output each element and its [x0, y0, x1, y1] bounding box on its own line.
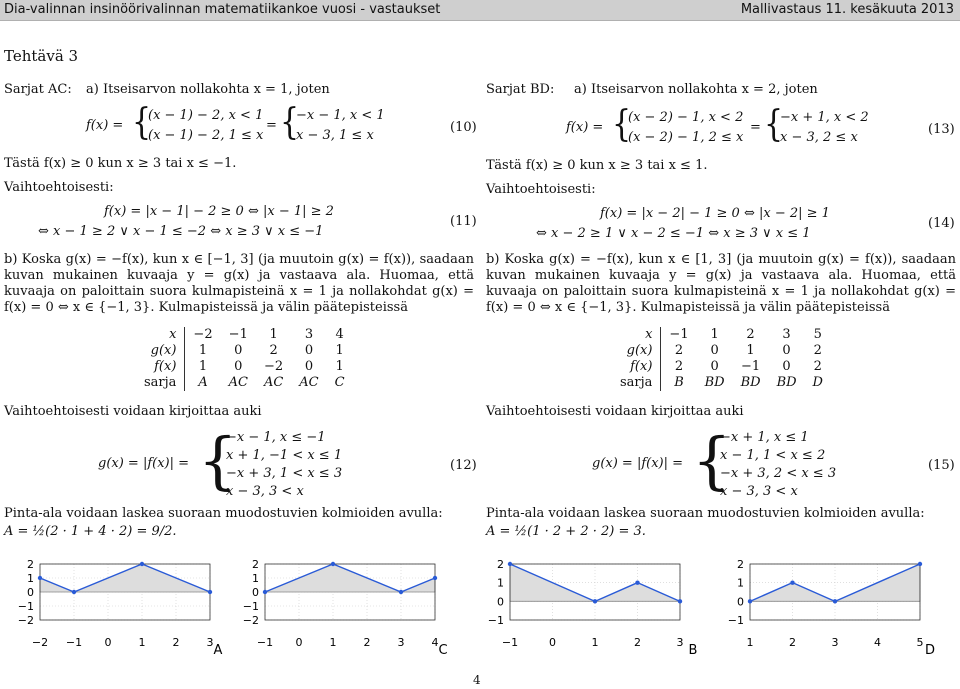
series-label-bd: Sarjat BD: [486, 82, 555, 97]
from-this-text-right: Tästä f(x) ≥ 0 kun x ≥ 3 tai x ≤ 1. [486, 158, 708, 173]
y-tick-label: 0 [27, 586, 34, 599]
alternatively-text: Vaihtoehtoisesti: [4, 180, 114, 195]
area-result: A = ½(2 · 1 + 4 · 2) = 9/2. [4, 524, 177, 539]
data-point [331, 562, 335, 566]
data-point [593, 599, 597, 603]
table-row: g(x) 2 0 1 0 2 [612, 343, 831, 359]
table-row: sarja A AC AC AC C [136, 375, 353, 391]
equation-14: f(x) = |x − 2| − 1 ≥ 0 ⇔ |x − 2| ≥ 1 ⇔ x − 2 ≥ 1 ∨ x − 2 ≤ −1 ⇔ x ≥ 3 ∨ x ≤ 1 (14) [536, 206, 955, 241]
x-tick-label: −1 [256, 636, 274, 649]
value-table-ac [136, 327, 353, 391]
x-tick-label: 1 [591, 636, 599, 649]
y-tick-label: −2 [17, 614, 34, 627]
y-tick-label: 2 [497, 558, 504, 571]
x-tick-label: 2 [363, 636, 371, 649]
equation-11: f(x) = |x − 1| − 2 ≥ 0 ⇔ |x − 1| ≥ 2 ⇔ x − 1 ≥ 2 ∨ x − 1 ≤ −2 ⇔ x ≥ 3 ∨ x ≤ −1 (11) [38, 204, 477, 239]
x-tick-label: 5 [916, 636, 924, 649]
area-text: Pinta-ala voidaan laskea suoraan muodostuvien kolmioiden avulla: [4, 506, 443, 521]
x-tick-label: 0 [104, 636, 112, 649]
y-tick-label: −1 [242, 600, 259, 613]
data-point [140, 562, 144, 566]
area-text-right: Pinta-ala voidaan laskea suoraan muodostuvien kolmioiden avulla: [486, 506, 925, 521]
y-tick-label: −1 [727, 614, 744, 627]
x-tick-label: 4 [874, 636, 881, 649]
equation-10: f(x) = { (x − 1) − 2, x < 1 (x − 1) − 2, 1 ≤ x = { −x − 1, x < 1 x − 3, 1 ≤ x (10) [86, 101, 477, 144]
x-tick-label: 0 [295, 636, 303, 649]
y-tick-label: 2 [27, 558, 34, 571]
data-point [399, 590, 403, 594]
chart-label: D [924, 643, 936, 658]
y-tick-label: −1 [17, 600, 34, 613]
alternatively-text-right: Vaihtoehtoisesti: [486, 182, 596, 197]
x-tick-label: 2 [172, 636, 180, 649]
data-point [508, 562, 512, 566]
header-right: Mallivastaus 11. kesäkuuta 2013 [740, 2, 954, 17]
alternatively-open-text: Vaihtoehtoisesti voidaan kirjoittaa auki [4, 404, 262, 419]
chart-B [488, 558, 698, 658]
y-tick-label: 0 [252, 586, 259, 599]
chart-D [728, 558, 935, 658]
equation-13: f(x) = { (x − 2) − 1, x < 2 (x − 2) − 1, 2 ≤ x = { −x + 1, x < 2 x − 3, 2 ≤ x (13) [566, 103, 955, 146]
charts-row [0, 556, 960, 676]
data-point [918, 562, 922, 566]
data-point [678, 599, 682, 603]
area-result-right: A = ½(1 · 2 + 2 · 2) = 3. [486, 524, 646, 539]
y-tick-label: 1 [497, 576, 504, 590]
x-tick-label: 3 [206, 636, 214, 649]
table-row: x −2 −1 1 3 4 [136, 327, 353, 343]
x-tick-label: 1 [329, 636, 337, 649]
x-tick-label: 1 [138, 636, 146, 649]
data-point [208, 590, 212, 594]
x-tick-label: −1 [501, 636, 519, 649]
data-point [748, 599, 752, 603]
part-b-text-right: b) Koska g(x) = −f(x), kun x ∈ [1, 3] (ja muutoin g(x) = f(x)), saadaan kuvan mukainen kuvaaja y = g(x) ja vastaava ala. Huomaa, että kuvaaja on paloittain suora kulmapisteinä x = 1 ja nollakohdat g(x) = f(x) = 0 ⇔ x ∈ {−1, 3}. Kulmapisteissä ja välin päätepisteissä [486, 252, 956, 315]
y-tick-label: −1 [487, 614, 504, 627]
data-point [635, 580, 639, 584]
y-tick-label: 1 [737, 576, 744, 590]
table-row: x −1 1 2 3 5 [612, 327, 831, 343]
data-point [433, 576, 437, 580]
x-tick-label: 0 [549, 636, 556, 649]
table-row: sarja B BD BD BD D [612, 375, 831, 391]
data-point [72, 590, 76, 594]
data-point [833, 599, 837, 603]
chart-label: C [438, 643, 448, 658]
equation-12: g(x) = |f(x)| = { −x − 1, x ≤ −1 x + 1, −1 < x ≤ 1 −x + 3, 1 < x ≤ 3 x − 3, 3 < x (12) [98, 424, 477, 499]
x-tick-label: −1 [65, 636, 83, 649]
x-tick-label: −2 [31, 636, 49, 649]
y-tick-label: 2 [252, 558, 259, 571]
alternatively-open-text-right: Vaihtoehtoisesti voidaan kirjoittaa auki [486, 404, 744, 419]
x-tick-label: 3 [676, 636, 684, 649]
y-tick-label: 1 [252, 572, 259, 585]
part-b-text: b) Koska g(x) = −f(x), kun x ∈ [−1, 3] (ja muutoin g(x) = f(x)), saadaan kuvan mukainen kuvaaja y = g(x) ja vastaava ala. Huomaa, että kuvaaja on paloittain suora kulmapisteinä x = 1 ja nollakohdat g(x) = f(x) = 0 ⇔ x ∈ {−1, 3}. Kulmapisteissä ja välin päätepisteissä [4, 252, 474, 315]
x-tick-label: 2 [634, 636, 641, 649]
equation-15: g(x) = |f(x)| = { −x + 1, x ≤ 1 x − 1, 1 < x ≤ 2 −x + 3, 2 < x ≤ 3 x − 3, 3 < x (15) [592, 424, 955, 499]
table-row: f(x) 2 0 −1 0 2 [612, 359, 831, 375]
table-row: g(x) 1 0 2 0 1 [136, 343, 353, 359]
y-tick-label: 1 [27, 572, 34, 585]
data-point [38, 576, 42, 580]
y-tick-label: 0 [497, 595, 504, 609]
chart-label: A [213, 643, 223, 658]
x-tick-label: 3 [397, 636, 405, 649]
x-tick-label: 2 [789, 636, 796, 649]
chart-C [243, 558, 448, 658]
y-tick-label: −2 [242, 614, 259, 627]
x-tick-label: 3 [831, 636, 839, 649]
page-number: 4 [473, 673, 481, 687]
data-point [263, 590, 267, 594]
from-this-text: Tästä f(x) ≥ 0 kun x ≥ 3 tai x ≤ −1. [4, 156, 237, 171]
part-a-intro: a) Itseisarvon nollakohta x = 1, joten [86, 82, 330, 97]
series-label-ac: Sarjat AC: [4, 82, 72, 97]
y-tick-label: 0 [737, 595, 744, 609]
chart-A [18, 558, 223, 658]
header-left: Dia-valinnan insinöörivalinnan matematiikankoe vuosi - vastaukset [4, 2, 441, 17]
part-a-intro-right: a) Itseisarvon nollakohta x = 2, joten [574, 82, 818, 97]
value-table-bd [612, 327, 831, 391]
x-tick-label: 1 [746, 636, 754, 649]
running-header [0, 0, 960, 21]
y-tick-label: 2 [737, 558, 744, 571]
x-tick-label: 4 [431, 636, 439, 649]
task-title: Tehtävä 3 [4, 47, 79, 65]
data-point [790, 580, 794, 584]
table-row: f(x) 1 0 −2 0 1 [136, 359, 353, 375]
chart-label: B [688, 643, 698, 658]
